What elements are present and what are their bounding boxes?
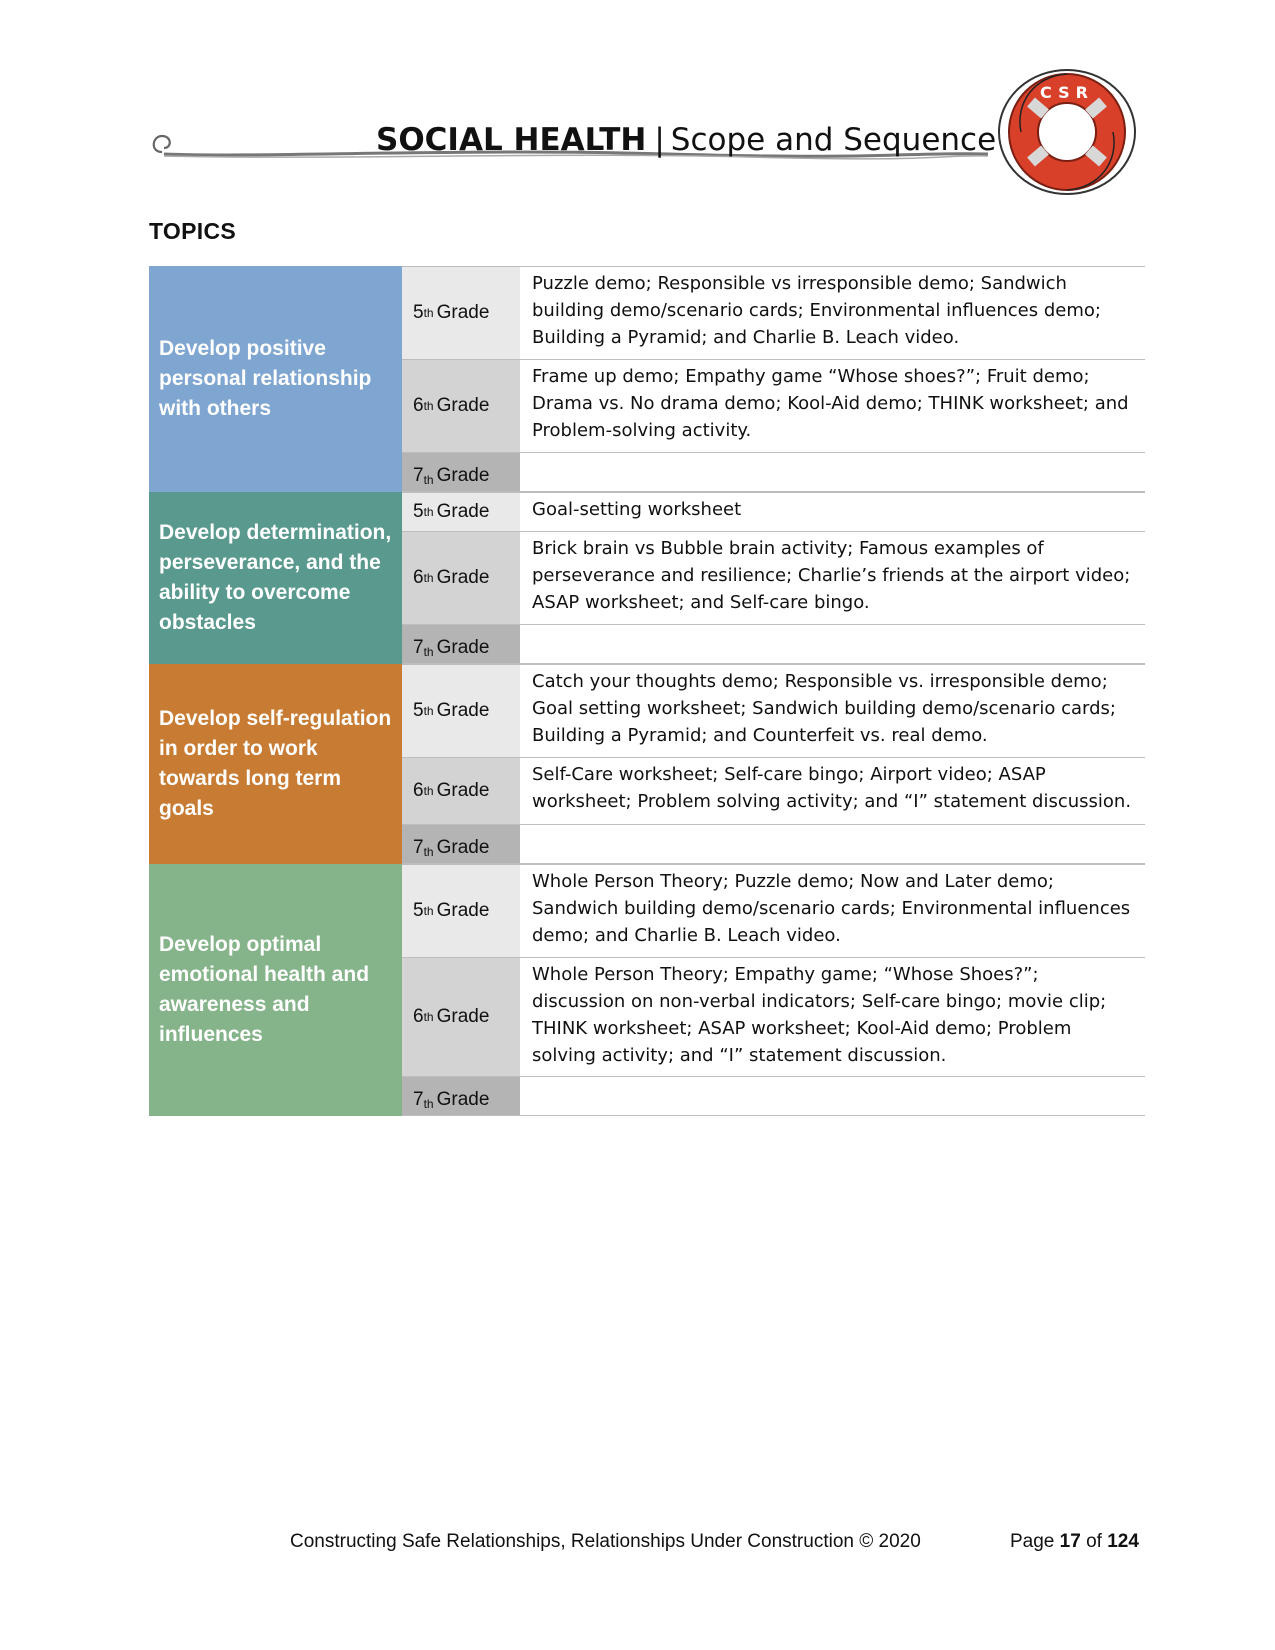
topic-section [149, 492, 1145, 664]
grade-row [402, 825, 1145, 864]
life-ring-logo-icon [995, 62, 1145, 202]
grade-label [402, 267, 520, 359]
grade-word: Grade [436, 837, 490, 858]
grade-number: 6 [413, 567, 424, 588]
footer-copyright: Constructing Safe Relationships, Relationships Under Construction © 2020 [290, 1531, 921, 1552]
grade-number: 5 [413, 302, 424, 323]
grade-number: 6 [413, 1006, 424, 1027]
grade-number: 7 [413, 637, 424, 658]
title-rest: Scope and Sequence [670, 122, 997, 158]
grade-label [402, 532, 520, 624]
topic-section [149, 664, 1145, 864]
topic-cell: Develop positive personal relationship with others [149, 266, 402, 492]
grade-ordinal: th [423, 399, 434, 413]
grade-row [402, 453, 1145, 492]
grade-row [402, 958, 1145, 1077]
topic-section [149, 266, 1145, 492]
grade-label [402, 493, 520, 531]
topic-cell: Develop optimal emotional health and awareness and influences [149, 864, 402, 1116]
grade-row [402, 758, 1145, 825]
grade-row [402, 532, 1145, 625]
grade-word: Grade [436, 465, 490, 486]
grade-word: Grade [436, 395, 490, 416]
grade-ordinal: th [423, 645, 434, 659]
grade-label [402, 360, 520, 452]
grade-word: Grade [436, 567, 490, 588]
grade-word: Grade [436, 780, 490, 801]
logo-text: CSR [1040, 83, 1094, 102]
grade-number: 5 [413, 700, 424, 721]
grade-label [402, 453, 520, 491]
grade-row [402, 625, 1145, 664]
grade-number: 5 [413, 501, 424, 522]
grade-word: Grade [436, 1089, 490, 1110]
grade-word: Grade [436, 700, 490, 721]
grade-row [402, 664, 1145, 758]
page-of: of [1086, 1531, 1102, 1552]
activities-cell [520, 1077, 1145, 1115]
grade-number: 7 [413, 465, 424, 486]
grade-ordinal: th [423, 845, 434, 859]
scope-sequence-table [149, 266, 1145, 1116]
grade-ordinal: th [423, 571, 434, 585]
grade-ordinal: th [423, 784, 434, 798]
activities-cell [520, 625, 1145, 663]
activities-cell: Whole Person Theory; Puzzle demo; Now and Later demo; Sandwich building demo/scenario cards; Environmental influences demo; and Charlie B. Leach video. [532, 871, 1131, 946]
grade-label [402, 758, 520, 824]
activities-cell [520, 453, 1145, 491]
grade-label [402, 825, 520, 863]
grade-word: Grade [436, 900, 490, 921]
grade-number: 6 [413, 780, 424, 801]
grade-row [402, 1077, 1145, 1116]
footer-page-number [1010, 1531, 1139, 1553]
activities-cell: Brick brain vs Bubble brain activity; Famous examples of perseverance and resilience; Charlie’s friends at the airport video; ASAP worksheet; and Self-care bingo. [532, 538, 1131, 613]
grade-number: 7 [413, 1089, 424, 1110]
activities-cell: Frame up demo; Empathy game “Whose shoes?”; Fruit demo; Drama vs. No drama demo; Kool-Aid demo; THINK worksheet; and Problem-solving activity. [532, 366, 1129, 441]
activities-cell: Goal-setting worksheet [532, 499, 742, 520]
grade-label [402, 1077, 520, 1115]
page-title [376, 122, 996, 158]
activities-cell: Puzzle demo; Responsible vs irresponsible demo; Sandwich building demo/scenario cards; Environmental influences demo; Building a Pyramid; and Charlie B. Leach video. [532, 273, 1101, 348]
title-bold: SOCIAL HEALTH [376, 122, 647, 158]
grade-label [402, 865, 520, 957]
grade-ordinal: th [423, 473, 434, 487]
grade-number: 5 [413, 900, 424, 921]
title-separator: | [654, 122, 665, 158]
grade-word: Grade [436, 302, 490, 323]
grade-number: 7 [413, 837, 424, 858]
activities-cell: Whole Person Theory; Empathy game; “Whose Shoes?”; discussion on non-verbal indicators; Self-care bingo; movie clip; THINK worksheet; ASAP worksheet; Kool-Aid demo; Problem solving activity; and “I” statement discussion. [532, 964, 1107, 1066]
grade-row [402, 266, 1145, 360]
grade-word: Grade [436, 1006, 490, 1027]
page-current: 17 [1059, 1531, 1081, 1552]
grade-ordinal: th [423, 306, 434, 320]
grade-ordinal: th [423, 505, 434, 519]
grade-label [402, 665, 520, 757]
grade-word: Grade [436, 637, 490, 658]
grade-row [402, 360, 1145, 453]
grade-label [402, 625, 520, 663]
grade-ordinal: th [423, 1010, 434, 1024]
topic-cell: Develop determination, perseverance, and the ability to overcome obstacles [149, 492, 402, 664]
activities-cell: Self-Care worksheet; Self-care bingo; Airport video; ASAP worksheet; Problem solving activity; and “I” statement discussion. [532, 764, 1132, 812]
grade-label [402, 958, 520, 1076]
grade-word: Grade [436, 501, 490, 522]
grade-ordinal: th [423, 704, 434, 718]
topic-section [149, 864, 1145, 1116]
activities-cell [520, 825, 1145, 863]
grade-row [402, 864, 1145, 958]
page-label: Page [1010, 1531, 1055, 1552]
activities-cell: Catch your thoughts demo; Responsible vs. irresponsible demo; Goal setting worksheet; Sandwich building demo/scenario cards; Building a Pyramid; and Counterfeit vs. real demo. [532, 671, 1116, 746]
grade-ordinal: th [423, 904, 434, 918]
grade-ordinal: th [423, 1097, 434, 1111]
page-total: 124 [1107, 1531, 1139, 1552]
topic-cell: Develop self-regulation in order to work towards long term goals [149, 664, 402, 864]
grade-number: 6 [413, 395, 424, 416]
topics-heading: TOPICS [149, 218, 237, 244]
grade-row [402, 492, 1145, 532]
